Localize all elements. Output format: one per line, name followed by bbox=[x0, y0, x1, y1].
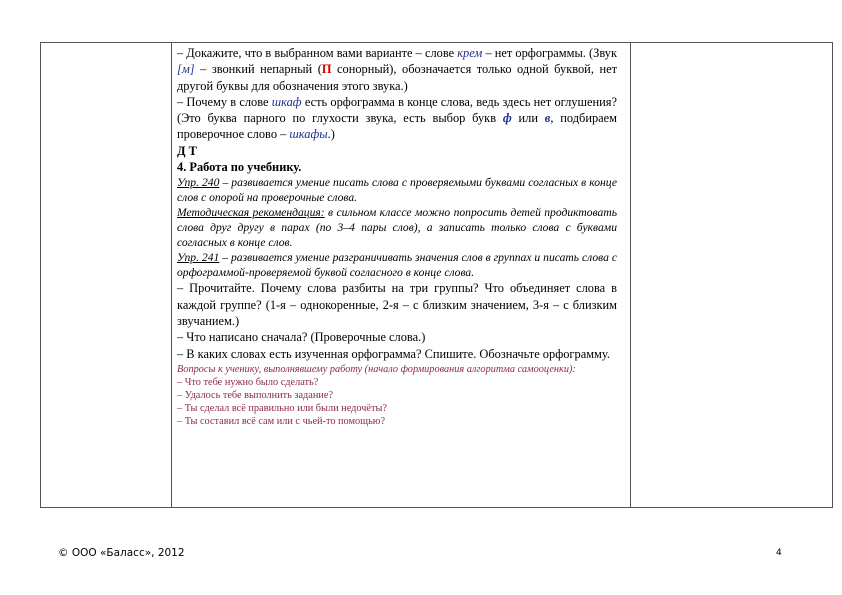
self-assessment-item: – Что тебе нужно было сделать? bbox=[177, 376, 319, 388]
text-segment: сонорный), обозначается только одной буквой, нет другой буквы для обозначения этого звука.) bbox=[177, 62, 617, 93]
paired-mark: П bbox=[321, 62, 332, 77]
recommendation-text: в сильном классе можно попросить детей продиктовать слова друг другу в парах (по 3–4 пары слов), а записать только слова с буквами согласных в конце слов. bbox=[177, 206, 618, 250]
lesson-table bbox=[40, 42, 833, 508]
exercise-ref: Упр. 241 bbox=[177, 251, 220, 265]
example-word: шкаф bbox=[271, 94, 302, 109]
text-segment: , подбираем проверочное слово – bbox=[177, 111, 617, 142]
page-number: 4 bbox=[776, 548, 782, 558]
recommendation-label: Методическая рекомендация: bbox=[177, 206, 325, 220]
column-divider-left bbox=[171, 43, 172, 507]
paragraph-shkaf bbox=[177, 94, 617, 143]
sound-notation: [м] bbox=[177, 62, 195, 77]
question-groups: – Прочитайте. Почему слова разбиты на три группы? Что объединяет слова в каждой группе? (1-я – однокоренные, 2-я – с близким значением, 3-я – с близким звучанием.) bbox=[177, 281, 617, 328]
question-orthogram: – В каких словах есть изученная орфограмма? Спишите. Обозначьте орфограмму. bbox=[177, 346, 610, 361]
text-segment: – звонкий непарный ( bbox=[194, 62, 322, 77]
text-segment: – Почему в слове bbox=[177, 94, 272, 109]
check-word: шкафы bbox=[289, 127, 328, 142]
section-heading: 4. Работа по учебнику. bbox=[177, 160, 302, 175]
method-recommendation bbox=[177, 205, 617, 250]
footer-copyright: © ООО «Баласс», 2012 bbox=[58, 547, 185, 559]
self-assessment-item: – Ты сделал всё правильно или были недочёты? bbox=[177, 402, 387, 414]
self-assessment-block bbox=[177, 363, 617, 428]
self-assessment-item: – Удалось тебе выполнить задание? bbox=[177, 389, 334, 401]
text-segment: – Докажите, что в выбранном вами варианте – слове bbox=[177, 46, 458, 60]
letter-choice: в bbox=[544, 111, 551, 126]
example-word: крем bbox=[457, 46, 483, 60]
letter-choice: ф bbox=[502, 111, 512, 126]
dt-marker: Д Т bbox=[177, 143, 197, 158]
exercise-description: – развивается умение разграничивать значения слов в группах и писать слова с орфограммой-проверяемой буквой согласного в конце слова. bbox=[177, 251, 617, 280]
text-segment: или bbox=[511, 111, 545, 126]
exercise-description: – развивается умение писать слова с проверяемыми буквами согласных в конце слов с опорой на проверочные слова. bbox=[177, 176, 617, 205]
exercise-ref: Упр. 240 bbox=[177, 176, 220, 190]
text-segment: есть орфограмма в конце слова, ведь здесь нет оглушения? (Это буква парного по глухости звука, есть выбор букв bbox=[177, 94, 617, 126]
self-assessment-item: – Ты составил всё сам или с чьей-то помощью? bbox=[177, 415, 386, 427]
exercise-241 bbox=[177, 250, 617, 280]
question-first-written: – Что написано сначала? (Проверочные слова.) bbox=[177, 330, 426, 345]
exercise-240 bbox=[177, 175, 617, 205]
self-assessment-intro: Вопросы к ученику, выполнявшему работу (начало формирования алгоритма самооценки): bbox=[177, 363, 576, 375]
paragraph-krem bbox=[177, 45, 617, 94]
text-segment: .) bbox=[327, 127, 335, 142]
column-divider-right bbox=[630, 43, 631, 507]
lesson-content-cell bbox=[177, 45, 617, 428]
text-segment: – нет орфограммы. (Звук bbox=[482, 46, 617, 60]
